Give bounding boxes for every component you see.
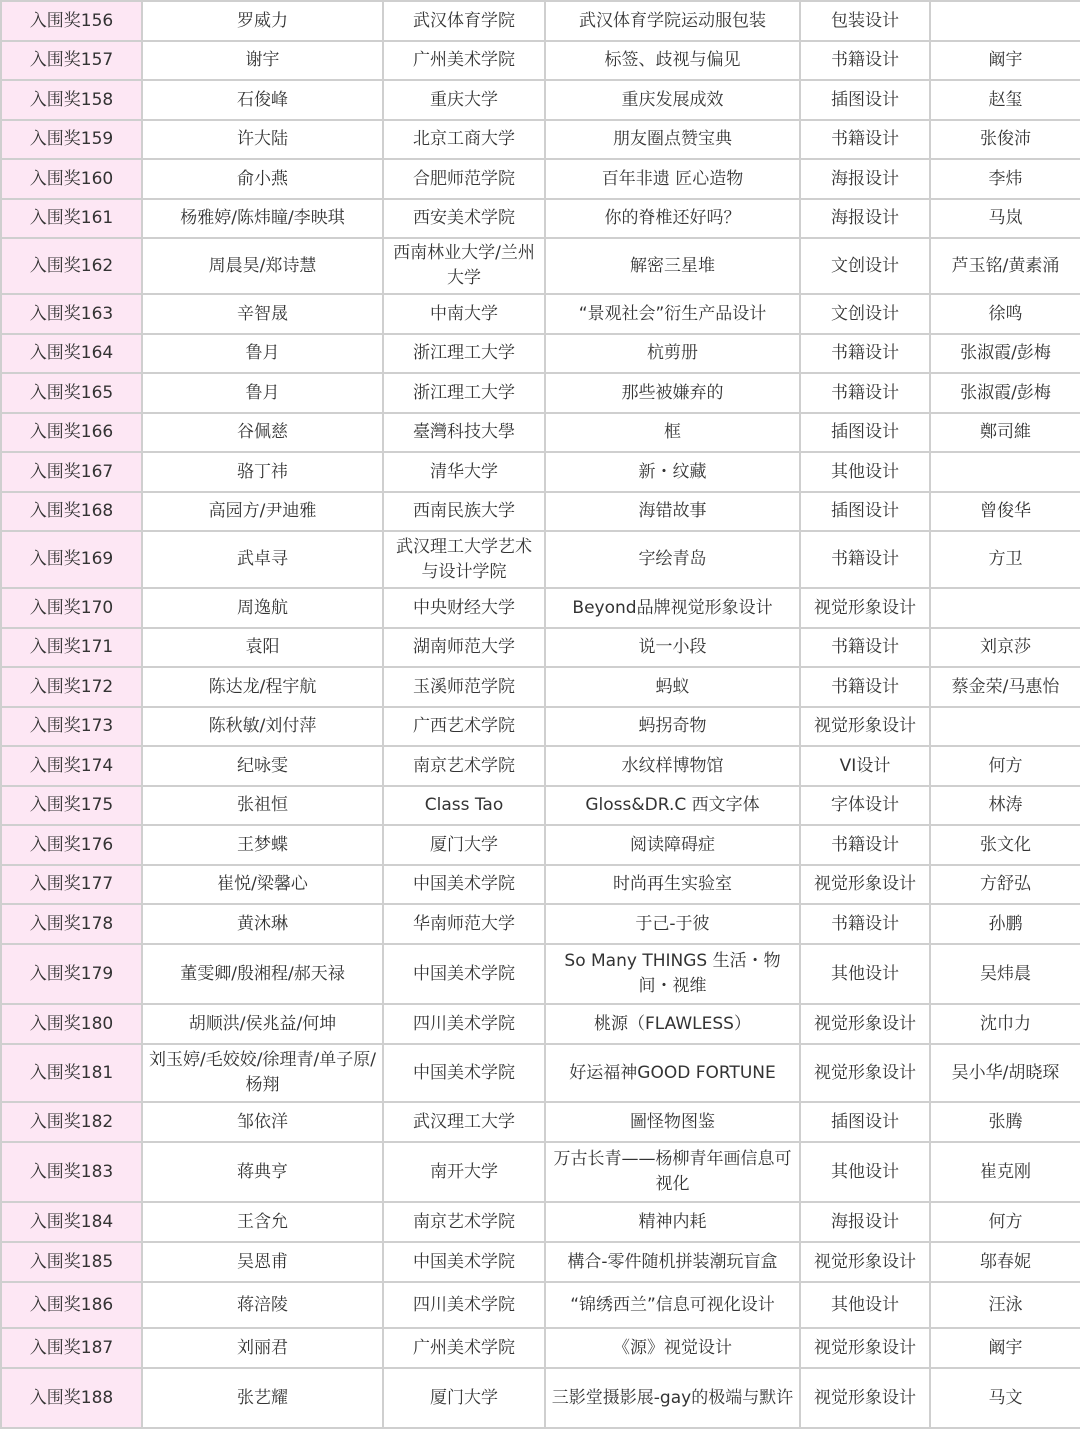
cell-award: 入围奖163 bbox=[1, 294, 142, 334]
cell-advisor: 沈巾力 bbox=[930, 1004, 1080, 1044]
cell-advisor: 徐鸣 bbox=[930, 294, 1080, 334]
cell-advisor: 方卫 bbox=[930, 531, 1080, 588]
cell-author: 俞小燕 bbox=[142, 159, 383, 199]
cell-category: 书籍设计 bbox=[800, 334, 930, 373]
cell-advisor: 曾俊华 bbox=[930, 492, 1080, 531]
cell-award: 入围奖161 bbox=[1, 199, 142, 238]
table-row bbox=[1, 588, 1080, 628]
cell-category: 书籍设计 bbox=[800, 531, 930, 588]
cell-award: 入围奖187 bbox=[1, 1328, 142, 1368]
cell-school: 厦门大学 bbox=[383, 1368, 545, 1428]
cell-title: 万古长青——杨柳青年画信息可视化 bbox=[545, 1142, 800, 1202]
cell-title: 标签、歧视与偏见 bbox=[545, 41, 800, 80]
cell-school: 南京艺术学院 bbox=[383, 746, 545, 786]
cell-author: 刘丽君 bbox=[142, 1328, 383, 1368]
cell-category: 书籍设计 bbox=[800, 628, 930, 667]
cell-author: 谢宇 bbox=[142, 41, 383, 80]
cell-advisor: 张淑霞/彭梅 bbox=[930, 373, 1080, 413]
cell-advisor: 刘京莎 bbox=[930, 628, 1080, 667]
cell-school: 西安美术学院 bbox=[383, 199, 545, 238]
table-row bbox=[1, 1328, 1080, 1368]
cell-school: 广州美术学院 bbox=[383, 1328, 545, 1368]
cell-author: 董雯卿/殷湘程/郝天禄 bbox=[142, 944, 383, 1004]
cell-school: 清华大学 bbox=[383, 452, 545, 492]
cell-school: 武汉理工大学 bbox=[383, 1102, 545, 1142]
cell-author: 张艺耀 bbox=[142, 1368, 383, 1428]
cell-title: 解密三星堆 bbox=[545, 238, 800, 294]
cell-school: 西南林业大学/兰州大学 bbox=[383, 238, 545, 294]
cell-title: 阅读障碍症 bbox=[545, 825, 800, 865]
table-row bbox=[1, 80, 1080, 120]
cell-advisor: 张俊沛 bbox=[930, 120, 1080, 159]
table-row bbox=[1, 707, 1080, 746]
cell-title: 桃源（FLAWLESS） bbox=[545, 1004, 800, 1044]
table-row bbox=[1, 825, 1080, 865]
cell-title: 新・纹藏 bbox=[545, 452, 800, 492]
cell-award: 入围奖180 bbox=[1, 1004, 142, 1044]
table-row bbox=[1, 904, 1080, 944]
cell-award: 入围奖185 bbox=[1, 1242, 142, 1282]
cell-title: 百年非遗 匠心造物 bbox=[545, 159, 800, 199]
cell-school: 臺灣科技大學 bbox=[383, 413, 545, 452]
cell-title: Beyond品牌视觉形象设计 bbox=[545, 588, 800, 628]
cell-advisor bbox=[930, 1, 1080, 41]
cell-advisor: 马文 bbox=[930, 1368, 1080, 1428]
cell-category: VI设计 bbox=[800, 746, 930, 786]
cell-advisor: 何方 bbox=[930, 1202, 1080, 1242]
cell-advisor: 李炜 bbox=[930, 159, 1080, 199]
cell-advisor: 孙鹏 bbox=[930, 904, 1080, 944]
cell-school: Class Tao bbox=[383, 786, 545, 825]
cell-advisor bbox=[930, 707, 1080, 746]
cell-author: 张祖恒 bbox=[142, 786, 383, 825]
cell-category: 字体设计 bbox=[800, 786, 930, 825]
table-row bbox=[1, 492, 1080, 531]
table-row bbox=[1, 413, 1080, 452]
cell-title: 水纹样博物馆 bbox=[545, 746, 800, 786]
cell-school: 玉溪师范学院 bbox=[383, 667, 545, 707]
cell-category: 书籍设计 bbox=[800, 373, 930, 413]
cell-title: 重庆发展成效 bbox=[545, 80, 800, 120]
table-row bbox=[1, 294, 1080, 334]
cell-award: 入围奖162 bbox=[1, 238, 142, 294]
cell-award: 入围奖156 bbox=[1, 1, 142, 41]
cell-school: 广西艺术学院 bbox=[383, 707, 545, 746]
cell-category: 海报设计 bbox=[800, 159, 930, 199]
cell-advisor: 吴炜晨 bbox=[930, 944, 1080, 1004]
cell-advisor: 何方 bbox=[930, 746, 1080, 786]
cell-advisor: 赵玺 bbox=[930, 80, 1080, 120]
cell-category: 视觉形象设计 bbox=[800, 1242, 930, 1282]
cell-title: 海错故事 bbox=[545, 492, 800, 531]
cell-category: 视觉形象设计 bbox=[800, 588, 930, 628]
cell-school: 南京艺术学院 bbox=[383, 1202, 545, 1242]
cell-school: 中国美术学院 bbox=[383, 1044, 545, 1102]
table-row bbox=[1, 628, 1080, 667]
cell-award: 入围奖159 bbox=[1, 120, 142, 159]
cell-category: 书籍设计 bbox=[800, 904, 930, 944]
cell-author: 崔悦/梁馨心 bbox=[142, 865, 383, 904]
cell-author: 鲁月 bbox=[142, 334, 383, 373]
cell-advisor: 张文化 bbox=[930, 825, 1080, 865]
table-row bbox=[1, 452, 1080, 492]
cell-school: 重庆大学 bbox=[383, 80, 545, 120]
cell-category: 书籍设计 bbox=[800, 120, 930, 159]
cell-category: 文创设计 bbox=[800, 238, 930, 294]
cell-category: 视觉形象设计 bbox=[800, 707, 930, 746]
cell-award: 入围奖170 bbox=[1, 588, 142, 628]
cell-author: 周晨昊/郑诗慧 bbox=[142, 238, 383, 294]
cell-category: 视觉形象设计 bbox=[800, 1368, 930, 1428]
table-row bbox=[1, 199, 1080, 238]
table-row bbox=[1, 1142, 1080, 1202]
cell-school: 中国美术学院 bbox=[383, 865, 545, 904]
cell-award: 入围奖165 bbox=[1, 373, 142, 413]
table-row bbox=[1, 159, 1080, 199]
table-row bbox=[1, 238, 1080, 294]
cell-title: 框 bbox=[545, 413, 800, 452]
cell-title: Gloss&DR.C 西文字体 bbox=[545, 786, 800, 825]
cell-advisor: 林涛 bbox=[930, 786, 1080, 825]
cell-title: 《源》视觉设计 bbox=[545, 1328, 800, 1368]
cell-award: 入围奖164 bbox=[1, 334, 142, 373]
cell-award: 入围奖172 bbox=[1, 667, 142, 707]
cell-advisor: 吴小华/胡晓琛 bbox=[930, 1044, 1080, 1102]
cell-title: So Many THINGS 生活・物间・视维 bbox=[545, 944, 800, 1004]
cell-title: 武汉体育学院运动服包装 bbox=[545, 1, 800, 41]
cell-school: 合肥师范学院 bbox=[383, 159, 545, 199]
table-row bbox=[1, 373, 1080, 413]
cell-award: 入围奖175 bbox=[1, 786, 142, 825]
table-row bbox=[1, 1, 1080, 41]
table-row bbox=[1, 1102, 1080, 1142]
cell-school: 西南民族大学 bbox=[383, 492, 545, 531]
cell-title: 于己-于彼 bbox=[545, 904, 800, 944]
cell-title: 好运福神GOOD FORTUNE bbox=[545, 1044, 800, 1102]
cell-author: 纪咏雯 bbox=[142, 746, 383, 786]
cell-category: 书籍设计 bbox=[800, 825, 930, 865]
table-row bbox=[1, 41, 1080, 80]
cell-school: 武汉体育学院 bbox=[383, 1, 545, 41]
cell-award: 入围奖181 bbox=[1, 1044, 142, 1102]
cell-title: 那些被嫌弃的 bbox=[545, 373, 800, 413]
cell-title: “景观社会”衍生产品设计 bbox=[545, 294, 800, 334]
cell-award: 入围奖184 bbox=[1, 1202, 142, 1242]
cell-category: 插图设计 bbox=[800, 1102, 930, 1142]
cell-author: 杨雅婷/陈炜瞳/李映琪 bbox=[142, 199, 383, 238]
cell-title: 圖怪物图鉴 bbox=[545, 1102, 800, 1142]
cell-title: 说一小段 bbox=[545, 628, 800, 667]
cell-title: 杭剪册 bbox=[545, 334, 800, 373]
cell-title: 蚂蚁 bbox=[545, 667, 800, 707]
cell-category: 视觉形象设计 bbox=[800, 1004, 930, 1044]
table-row bbox=[1, 1242, 1080, 1282]
cell-category: 海报设计 bbox=[800, 1202, 930, 1242]
cell-advisor: 崔克刚 bbox=[930, 1142, 1080, 1202]
cell-author: 王梦蝶 bbox=[142, 825, 383, 865]
table-row bbox=[1, 865, 1080, 904]
cell-author: 骆丁祎 bbox=[142, 452, 383, 492]
cell-school: 武汉理工大学艺术与设计学院 bbox=[383, 531, 545, 588]
cell-category: 包装设计 bbox=[800, 1, 930, 41]
cell-award: 入围奖160 bbox=[1, 159, 142, 199]
cell-author: 谷佩慈 bbox=[142, 413, 383, 452]
cell-advisor bbox=[930, 588, 1080, 628]
table-row bbox=[1, 120, 1080, 159]
table-row bbox=[1, 1282, 1080, 1328]
cell-author: 周逸航 bbox=[142, 588, 383, 628]
cell-author: 袁阳 bbox=[142, 628, 383, 667]
table-row bbox=[1, 786, 1080, 825]
cell-author: 吴恩甫 bbox=[142, 1242, 383, 1282]
cell-award: 入围奖169 bbox=[1, 531, 142, 588]
table-row bbox=[1, 667, 1080, 707]
cell-award: 入围奖173 bbox=[1, 707, 142, 746]
cell-category: 其他设计 bbox=[800, 1142, 930, 1202]
cell-award: 入围奖177 bbox=[1, 865, 142, 904]
cell-author: 邹依洋 bbox=[142, 1102, 383, 1142]
cell-title: “锦绣西兰”信息可视化设计 bbox=[545, 1282, 800, 1328]
table-row bbox=[1, 531, 1080, 588]
cell-school: 中国美术学院 bbox=[383, 1242, 545, 1282]
table-row bbox=[1, 1202, 1080, 1242]
cell-school: 中国美术学院 bbox=[383, 944, 545, 1004]
cell-school: 华南师范大学 bbox=[383, 904, 545, 944]
cell-category: 其他设计 bbox=[800, 944, 930, 1004]
cell-advisor: 汪泳 bbox=[930, 1282, 1080, 1328]
cell-award: 入围奖157 bbox=[1, 41, 142, 80]
cell-school: 四川美术学院 bbox=[383, 1004, 545, 1044]
cell-advisor: 邬春妮 bbox=[930, 1242, 1080, 1282]
cell-author: 罗威力 bbox=[142, 1, 383, 41]
cell-advisor: 蔡金荣/马惠怡 bbox=[930, 667, 1080, 707]
cell-title: 精神内耗 bbox=[545, 1202, 800, 1242]
cell-advisor bbox=[930, 452, 1080, 492]
cell-advisor: 张淑霞/彭梅 bbox=[930, 334, 1080, 373]
cell-author: 陈达龙/程宇航 bbox=[142, 667, 383, 707]
cell-award: 入围奖168 bbox=[1, 492, 142, 531]
table-row bbox=[1, 944, 1080, 1004]
cell-category: 文创设计 bbox=[800, 294, 930, 334]
cell-author: 石俊峰 bbox=[142, 80, 383, 120]
cell-category: 视觉形象设计 bbox=[800, 865, 930, 904]
cell-award: 入围奖167 bbox=[1, 452, 142, 492]
cell-author: 武卓寻 bbox=[142, 531, 383, 588]
cell-title: 蚂拐奇物 bbox=[545, 707, 800, 746]
cell-category: 视觉形象设计 bbox=[800, 1044, 930, 1102]
cell-title: 朋友圈点赞宝典 bbox=[545, 120, 800, 159]
cell-award: 入围奖183 bbox=[1, 1142, 142, 1202]
cell-school: 广州美术学院 bbox=[383, 41, 545, 80]
cell-category: 插图设计 bbox=[800, 413, 930, 452]
cell-advisor: 芦玉铭/黄素涌 bbox=[930, 238, 1080, 294]
cell-title: 三影堂摄影展-gay的极端与默许 bbox=[545, 1368, 800, 1428]
table-row bbox=[1, 746, 1080, 786]
table-row bbox=[1, 334, 1080, 373]
cell-title: 構合-零件随机拼装潮玩盲盒 bbox=[545, 1242, 800, 1282]
cell-category: 书籍设计 bbox=[800, 41, 930, 80]
cell-school: 厦门大学 bbox=[383, 825, 545, 865]
cell-award: 入围奖171 bbox=[1, 628, 142, 667]
cell-school: 湖南师范大学 bbox=[383, 628, 545, 667]
cell-title: 时尚再生实验室 bbox=[545, 865, 800, 904]
award-table-body bbox=[1, 1, 1080, 1428]
cell-advisor: 马岚 bbox=[930, 199, 1080, 238]
cell-advisor: 张腾 bbox=[930, 1102, 1080, 1142]
cell-award: 入围奖158 bbox=[1, 80, 142, 120]
cell-author: 王含允 bbox=[142, 1202, 383, 1242]
cell-category: 插图设计 bbox=[800, 80, 930, 120]
cell-advisor: 阚宇 bbox=[930, 41, 1080, 80]
cell-author: 刘玉婷/毛姣姣/徐理青/单子原/杨翔 bbox=[142, 1044, 383, 1102]
cell-award: 入围奖179 bbox=[1, 944, 142, 1004]
cell-title: 字绘青岛 bbox=[545, 531, 800, 588]
cell-author: 辛智晟 bbox=[142, 294, 383, 334]
cell-title: 你的脊椎还好吗？ bbox=[545, 199, 800, 238]
cell-school: 中南大学 bbox=[383, 294, 545, 334]
cell-author: 蒋涪陵 bbox=[142, 1282, 383, 1328]
cell-award: 入围奖188 bbox=[1, 1368, 142, 1428]
table-row bbox=[1, 1368, 1080, 1428]
cell-award: 入围奖182 bbox=[1, 1102, 142, 1142]
cell-category: 其他设计 bbox=[800, 1282, 930, 1328]
cell-school: 浙江理工大学 bbox=[383, 334, 545, 373]
cell-category: 书籍设计 bbox=[800, 667, 930, 707]
cell-advisor: 方舒弘 bbox=[930, 865, 1080, 904]
cell-category: 海报设计 bbox=[800, 199, 930, 238]
cell-author: 陈秋敏/刘付萍 bbox=[142, 707, 383, 746]
cell-category: 插图设计 bbox=[800, 492, 930, 531]
cell-author: 胡顺洪/侯兆益/何坤 bbox=[142, 1004, 383, 1044]
cell-author: 黄沐琳 bbox=[142, 904, 383, 944]
cell-advisor: 阚宇 bbox=[930, 1328, 1080, 1368]
cell-award: 入围奖176 bbox=[1, 825, 142, 865]
cell-category: 视觉形象设计 bbox=[800, 1328, 930, 1368]
cell-award: 入围奖178 bbox=[1, 904, 142, 944]
cell-school: 北京工商大学 bbox=[383, 120, 545, 159]
table-row bbox=[1, 1004, 1080, 1044]
cell-author: 鲁月 bbox=[142, 373, 383, 413]
cell-award: 入围奖174 bbox=[1, 746, 142, 786]
cell-school: 中央财经大学 bbox=[383, 588, 545, 628]
cell-advisor: 鄭司維 bbox=[930, 413, 1080, 452]
cell-author: 许大陆 bbox=[142, 120, 383, 159]
table-row bbox=[1, 1044, 1080, 1102]
cell-author: 蒋典亨 bbox=[142, 1142, 383, 1202]
cell-award: 入围奖166 bbox=[1, 413, 142, 452]
cell-category: 其他设计 bbox=[800, 452, 930, 492]
cell-school: 浙江理工大学 bbox=[383, 373, 545, 413]
cell-school: 南开大学 bbox=[383, 1142, 545, 1202]
cell-author: 高园方/尹迪雅 bbox=[142, 492, 383, 531]
cell-award: 入围奖186 bbox=[1, 1282, 142, 1328]
cell-school: 四川美术学院 bbox=[383, 1282, 545, 1328]
